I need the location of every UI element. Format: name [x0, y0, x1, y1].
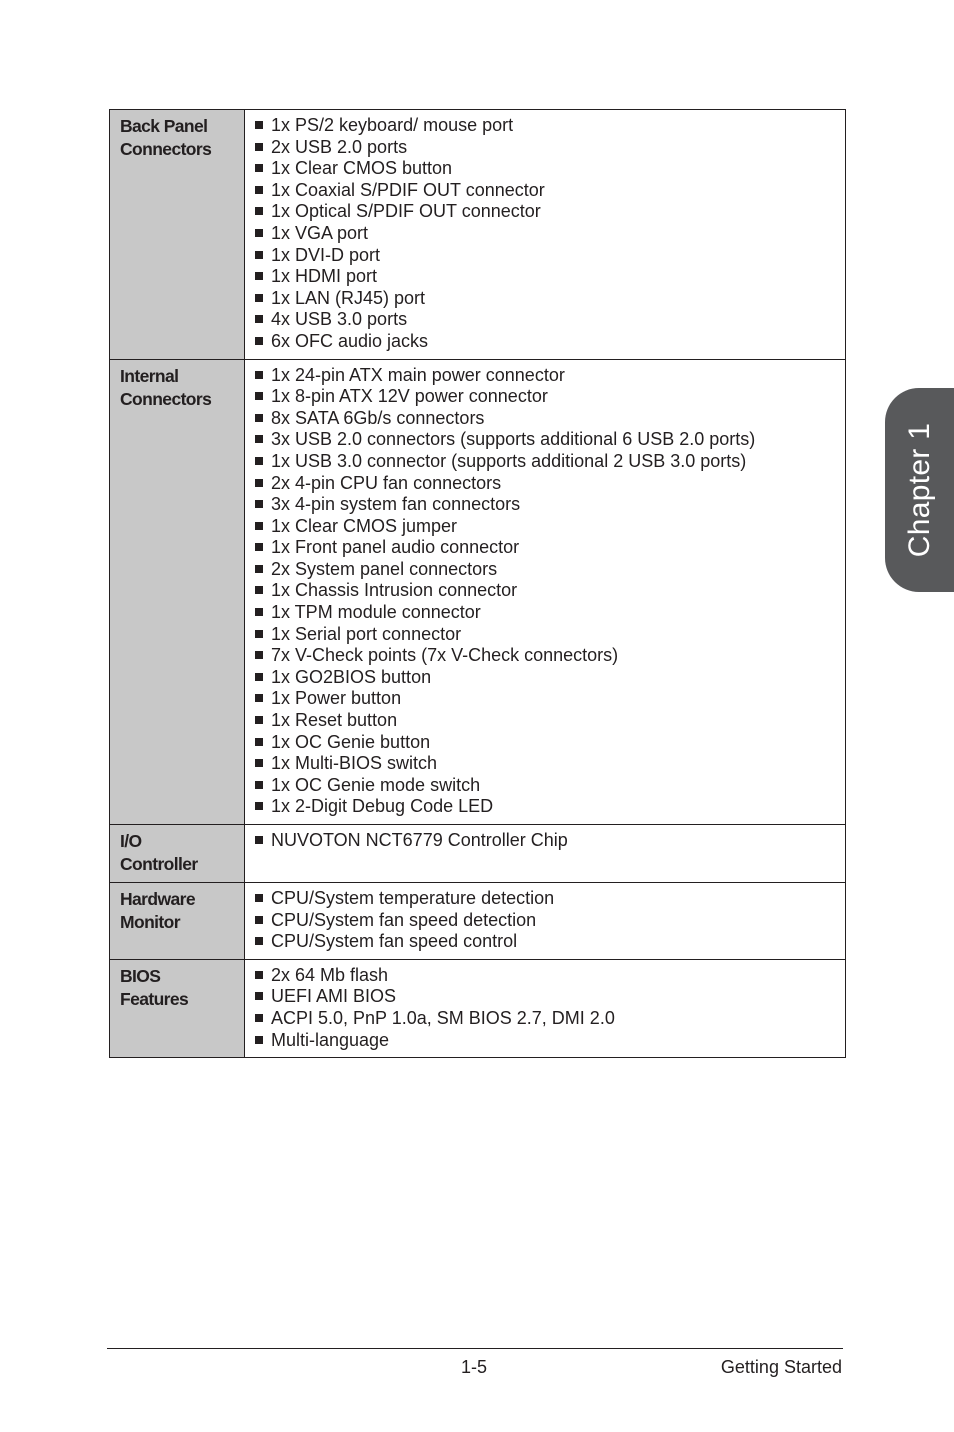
- spec-item-text: 1x Multi-BIOS switch: [271, 753, 438, 774]
- spec-list-item: [255, 288, 837, 310]
- spec-item-text: 1x Coaxial S/PDIF OUT connector: [271, 179, 545, 200]
- spec-list-item: [255, 223, 837, 245]
- square-bullet-icon: [255, 186, 263, 194]
- square-bullet-icon: [255, 457, 263, 465]
- square-bullet-icon: [255, 294, 263, 302]
- spec-items-cell: [245, 110, 846, 360]
- spec-list-item: [255, 180, 837, 202]
- spec-category-label-line: Monitor: [120, 912, 180, 932]
- footer-section-title: Getting Started: [720, 1357, 842, 1377]
- spec-item-text: ACPI 5.0, PnP 1.0a, SM BIOS 2.7, DMI 2.0: [271, 1007, 615, 1028]
- spec-item-text: 1x OC Genie mode switch: [271, 774, 481, 795]
- spec-item-text: UEFI AMI BIOS: [271, 986, 397, 1007]
- spec-row: [110, 883, 846, 960]
- spec-item-list: [255, 830, 837, 852]
- spec-category-label-line: Connectors: [120, 139, 212, 159]
- footer-divider: [107, 1348, 843, 1349]
- square-bullet-icon: [255, 759, 263, 767]
- spec-item-text: 1x Clear CMOS jumper: [271, 515, 458, 536]
- spec-list-item: [255, 201, 837, 223]
- specifications-table: [109, 109, 846, 1058]
- spec-category-label-line: Back Panel: [120, 116, 208, 136]
- square-bullet-icon: [255, 802, 263, 810]
- square-bullet-icon: [255, 207, 263, 215]
- spec-item-text: 7x V-Check points (7x V-Check connectors): [271, 645, 619, 666]
- square-bullet-icon: [255, 937, 263, 945]
- spec-category-label: [110, 110, 245, 360]
- spec-item-list: [255, 965, 837, 1051]
- spec-item-text: 1x OC Genie button: [271, 731, 431, 752]
- spec-item-text: 2x 64 Mb flash: [271, 964, 389, 985]
- spec-item-text: 1x 24-pin ATX main power connector: [271, 364, 565, 385]
- square-bullet-icon: [255, 337, 263, 345]
- spec-list-item: [255, 115, 837, 137]
- spec-item-text: 1x 2-Digit Debug Code LED: [271, 796, 494, 817]
- spec-list-item: [255, 137, 837, 159]
- specifications-table-body: [110, 110, 846, 1058]
- page-number: 1-5: [461, 1357, 488, 1377]
- spec-item-text: 1x HDMI port: [271, 266, 378, 287]
- square-bullet-icon: [255, 781, 263, 789]
- spec-item-text: 1x Chassis Intrusion connector: [271, 580, 518, 601]
- spec-category-label-line: Controller: [120, 854, 198, 874]
- spec-list-item: [255, 429, 837, 451]
- spec-category-label: [110, 825, 245, 883]
- spec-item-text: CPU/System fan speed detection: [271, 909, 537, 930]
- square-bullet-icon: [255, 251, 263, 259]
- spec-list-item: [255, 158, 837, 180]
- square-bullet-icon: [255, 716, 263, 724]
- spec-list-item: [255, 888, 837, 910]
- spec-item-text: 1x Power button: [271, 688, 402, 709]
- spec-item-text: 3x 4-pin system fan connectors: [271, 494, 521, 515]
- spec-item-text: Multi-language: [271, 1029, 390, 1050]
- spec-list-item: [255, 965, 837, 987]
- spec-list-item: [255, 331, 837, 353]
- spec-item-text: 1x LAN (RJ45) port: [271, 287, 426, 308]
- square-bullet-icon: [255, 522, 263, 530]
- spec-row: [110, 110, 846, 360]
- spec-list-item: [255, 386, 837, 408]
- square-bullet-icon: [255, 565, 263, 573]
- spec-list-item: [255, 624, 837, 646]
- spec-list-item: [255, 494, 837, 516]
- spec-item-text: 1x PS/2 keyboard/ mouse port: [271, 115, 514, 135]
- square-bullet-icon: [255, 608, 263, 616]
- spec-list-item: [255, 245, 837, 267]
- spec-list-item: [255, 451, 837, 473]
- spec-items-cell: [245, 883, 846, 960]
- spec-items-cell: [245, 959, 846, 1057]
- spec-list-item: [255, 516, 837, 538]
- spec-list-item: [255, 266, 837, 288]
- spec-row: [110, 825, 846, 883]
- spec-list-item: [255, 667, 837, 689]
- spec-item-text: 1x 8-pin ATX 12V power connector: [271, 386, 548, 407]
- spec-row: [110, 959, 846, 1057]
- square-bullet-icon: [255, 916, 263, 924]
- spec-items-cell: [245, 359, 846, 824]
- square-bullet-icon: [255, 651, 263, 659]
- square-bullet-icon: [255, 272, 263, 280]
- spec-list-item: [255, 580, 837, 602]
- spec-list-item: [255, 537, 837, 559]
- spec-category-label-line: Hardware: [120, 889, 195, 909]
- square-bullet-icon: [255, 1036, 263, 1044]
- spec-list-item: [255, 710, 837, 732]
- square-bullet-icon: [255, 694, 263, 702]
- spec-item-text: 2x 4-pin CPU fan connectors: [271, 472, 502, 493]
- square-bullet-icon: [255, 586, 263, 594]
- chapter-tab-label: Chapter 1: [902, 422, 936, 558]
- spec-category-label-line: Internal: [120, 365, 179, 386]
- spec-item-text: 1x Front panel audio connector: [271, 537, 520, 558]
- square-bullet-icon: [255, 894, 263, 902]
- spec-category-label: [110, 883, 245, 960]
- spec-item-text: 1x DVI-D port: [271, 244, 381, 265]
- spec-item-text: CPU/System fan speed control: [271, 931, 518, 952]
- spec-item-text: 2x USB 2.0 ports: [271, 136, 408, 157]
- square-bullet-icon: [255, 543, 263, 551]
- square-bullet-icon: [255, 500, 263, 508]
- spec-list-item: [255, 1008, 837, 1030]
- square-bullet-icon: [255, 392, 263, 400]
- spec-item-list: [255, 115, 837, 353]
- spec-items-cell: [245, 825, 846, 883]
- spec-list-item: [255, 986, 837, 1008]
- spec-item-list: [255, 888, 837, 953]
- spec-item-text: 1x GO2BIOS button: [271, 666, 432, 687]
- spec-item-text: 3x USB 2.0 connectors (supports additional 6 USB 2.0 ports): [271, 429, 756, 450]
- spec-category-label-line: Connectors: [120, 388, 212, 409]
- square-bullet-icon: [255, 414, 263, 422]
- spec-category-label: [110, 959, 245, 1057]
- square-bullet-icon: [255, 630, 263, 638]
- square-bullet-icon: [255, 836, 263, 844]
- spec-item-text: 4x USB 3.0 ports: [271, 309, 408, 330]
- square-bullet-icon: [255, 371, 263, 379]
- spec-list-item: [255, 408, 837, 430]
- spec-list-item: [255, 309, 837, 331]
- chapter-tab: [885, 388, 954, 592]
- spec-item-list: [255, 365, 837, 818]
- spec-list-item: [255, 931, 837, 953]
- spec-item-text: 1x Clear CMOS button: [271, 158, 453, 179]
- square-bullet-icon: [255, 229, 263, 237]
- square-bullet-icon: [255, 479, 263, 487]
- spec-item-text: 1x Serial port connector: [271, 623, 462, 644]
- spec-list-item: [255, 602, 837, 624]
- spec-list-item: [255, 732, 837, 754]
- square-bullet-icon: [255, 992, 263, 1000]
- spec-list-item: [255, 365, 837, 387]
- spec-category-label-line: I/O: [120, 831, 142, 851]
- spec-category-label-line: Features: [120, 988, 189, 1009]
- square-bullet-icon: [255, 164, 263, 172]
- spec-list-item: [255, 559, 837, 581]
- spec-list-item: [255, 830, 837, 852]
- spec-list-item: [255, 796, 837, 818]
- square-bullet-icon: [255, 971, 263, 979]
- spec-item-text: 1x Optical S/PDIF OUT connector: [271, 201, 541, 222]
- spec-item-text: 6x OFC audio jacks: [271, 330, 429, 351]
- square-bullet-icon: [255, 738, 263, 746]
- spec-item-text: 2x System panel connectors: [271, 558, 498, 579]
- spec-category-label: [110, 359, 245, 824]
- spec-item-text: 1x Reset button: [271, 710, 398, 731]
- spec-list-item: [255, 645, 837, 667]
- spec-row: [110, 359, 846, 824]
- square-bullet-icon: [255, 673, 263, 681]
- spec-list-item: [255, 753, 837, 775]
- spec-list-item: [255, 775, 837, 797]
- spec-item-text: 1x USB 3.0 connector (supports additional 2 USB 3.0 ports): [271, 450, 747, 471]
- square-bullet-icon: [255, 121, 263, 129]
- square-bullet-icon: [255, 435, 263, 443]
- spec-list-item: [255, 473, 837, 495]
- spec-item-text: CPU/System temperature detection: [271, 888, 555, 908]
- square-bullet-icon: [255, 315, 263, 323]
- square-bullet-icon: [255, 1014, 263, 1022]
- spec-category-label-line: BIOS: [120, 965, 161, 986]
- spec-item-text: 8x SATA 6Gb/s connectors: [271, 407, 485, 428]
- spec-item-text: NUVOTON NCT6779 Controller Chip: [271, 830, 568, 850]
- spec-list-item: [255, 910, 837, 932]
- spec-list-item: [255, 688, 837, 710]
- spec-item-text: 1x VGA port: [271, 222, 369, 243]
- spec-list-item: [255, 1030, 837, 1052]
- square-bullet-icon: [255, 143, 263, 151]
- spec-item-text: 1x TPM module connector: [271, 602, 481, 623]
